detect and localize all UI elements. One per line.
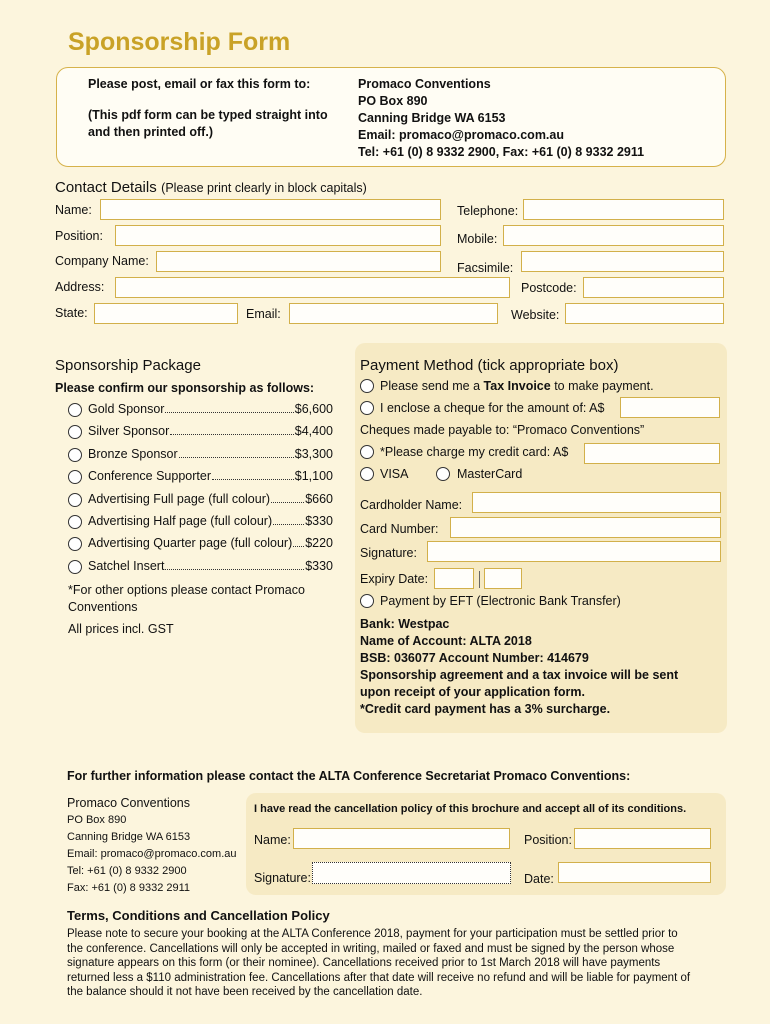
card-number-input[interactable]: [450, 517, 721, 538]
package-item: [88, 447, 333, 461]
package-radio[interactable]: [68, 515, 82, 529]
package-item-price: $330: [305, 559, 333, 573]
package-item: [88, 514, 333, 528]
credit-card-radio[interactable]: [360, 445, 374, 459]
package-item: [88, 424, 333, 438]
cancel-date-label: Date:: [524, 872, 554, 886]
cheque-amount-input[interactable]: [620, 397, 720, 418]
leader-dots: [170, 434, 293, 435]
package-item-label: Satchel Insert: [88, 559, 165, 573]
mobile-input[interactable]: [503, 225, 724, 246]
promaco-city: Canning Bridge WA 6153: [358, 111, 506, 125]
package-confirm: Please confirm our sponsorship as follows:: [55, 381, 315, 395]
tax-invoice-label: [380, 379, 654, 393]
other-options-line1: *For other options please contact Promaco: [68, 583, 305, 597]
cancel-signature-input[interactable]: [312, 862, 511, 884]
facsimile-label: Facsimile:: [457, 261, 514, 275]
package-radio[interactable]: [68, 403, 82, 417]
postcode-label: Postcode:: [521, 281, 577, 295]
bank-note-line1: Sponsorship agreement and a tax invoice will be sent: [360, 668, 679, 682]
promaco-phone-fax: Tel: +61 (0) 8 9332 2900, Fax: +61 (0) 8 9332 2911: [358, 145, 645, 159]
expiry-divider: [479, 571, 480, 588]
cancel-position-input[interactable]: [574, 828, 711, 849]
package-item-price: $330: [305, 514, 333, 528]
terms-line5: the balance should it not have been received by the cancellation date.: [67, 986, 423, 998]
name-input[interactable]: [100, 199, 441, 220]
terms-body: [67, 927, 690, 1000]
bank-note-line2: upon receipt of your application form.: [360, 685, 586, 699]
visa-radio[interactable]: [360, 467, 374, 481]
bank-bsb: BSB: 036077 Account Number: 414679: [360, 651, 589, 665]
email-label: Email:: [246, 307, 281, 321]
cancel-name-label: Name:: [254, 833, 291, 847]
address-line3: Email: promaco@promaco.com.au: [67, 848, 237, 860]
promaco-email: Email: promaco@promaco.com.au: [358, 128, 564, 142]
company-label: Company Name:: [55, 254, 149, 268]
telephone-input[interactable]: [523, 199, 724, 220]
tax-invoice-pre: Please send me a: [380, 379, 484, 393]
card-signature-label: Signature:: [360, 546, 417, 560]
page-title: Sponsorship Form: [68, 28, 291, 56]
postcode-input[interactable]: [583, 277, 724, 298]
name-label: Name:: [55, 203, 92, 217]
address-line1: PO Box 890: [67, 814, 127, 826]
expiry-month-input[interactable]: [434, 568, 474, 589]
mobile-label: Mobile:: [457, 232, 498, 246]
surcharge-note: *Credit card payment has a 3% surcharge.: [360, 702, 611, 716]
telephone-label: Telephone:: [457, 204, 519, 218]
bank-account: Name of Account: ALTA 2018: [360, 634, 532, 648]
terms-line2: the conference. Cancellations will only be accepted in writing, mailed or faxed and must be signed by the person whose: [67, 942, 675, 955]
package-item: [88, 402, 333, 416]
terms-line4: returned less a $110 administration fee. Cancellations after that date will receive no refund and will be liable for payment of: [67, 971, 691, 984]
state-label: State:: [55, 306, 88, 320]
package-item-price: $6,600: [294, 402, 333, 416]
package-radio[interactable]: [68, 448, 82, 462]
package-item: [88, 536, 333, 550]
cancellation-statement: I have read the cancellation policy of this brochure and accept all of its conditions.: [254, 803, 687, 815]
cardholder-label: Cardholder Name:: [360, 498, 463, 512]
package-radio[interactable]: [68, 537, 82, 551]
eft-radio[interactable]: [360, 594, 374, 608]
contact-heading-text: Contact Details: [55, 179, 157, 196]
package-item: [88, 469, 333, 483]
pdf-note-line1: (This pdf form can be typed straight into: [88, 108, 328, 122]
further-info: For further information please contact the ALTA Conference Secretariat Promaco Conventions:: [67, 769, 631, 783]
gst-note: All prices incl. GST: [68, 622, 174, 636]
mastercard-radio[interactable]: [436, 467, 450, 481]
package-item: [88, 492, 333, 506]
credit-card-label: *Please charge my credit card: A$: [380, 445, 569, 459]
leader-dots: [165, 569, 304, 570]
eft-label: Payment by EFT (Electronic Bank Transfer): [380, 594, 621, 608]
visa-label: VISA: [380, 467, 409, 481]
package-radio[interactable]: [68, 425, 82, 439]
facsimile-input[interactable]: [521, 251, 724, 272]
package-item: [88, 559, 333, 573]
mastercard-label: MasterCard: [457, 467, 523, 481]
website-input[interactable]: [565, 303, 724, 324]
expiry-year-input[interactable]: [484, 568, 522, 589]
state-input[interactable]: [94, 303, 238, 324]
website-label: Website:: [511, 308, 560, 322]
contact-heading: [55, 179, 367, 197]
terms-heading: Terms, Conditions and Cancellation Policy: [67, 908, 330, 923]
cancel-signature-label: Signature:: [254, 871, 311, 885]
address-company: Promaco Conventions: [67, 796, 190, 810]
package-radio[interactable]: [68, 560, 82, 574]
package-heading: Sponsorship Package: [55, 357, 201, 374]
tax-invoice-radio[interactable]: [360, 379, 374, 393]
cancel-position-label: Position:: [524, 833, 572, 847]
package-item-label: Advertising Half page (full colour): [88, 514, 273, 528]
leader-dots: [179, 457, 294, 458]
package-item-label: Advertising Quarter page (full colour): [88, 536, 293, 550]
terms-line3: signature appears on this form (or their nominee). Cancellations received prior to 1st March 2018 will have payments: [67, 957, 661, 969]
cheque-payable-note: Cheques made payable to: “Promaco Conventions”: [360, 423, 645, 437]
promaco-pobox: PO Box 890: [358, 94, 428, 108]
address-line5: Fax: +61 (0) 8 9332 2911: [67, 882, 191, 894]
package-item-label: Bronze Sponsor: [88, 447, 178, 461]
address-line2: Canning Bridge WA 6153: [67, 831, 191, 843]
promaco-name: Promaco Conventions: [358, 77, 491, 91]
bank-name: Bank: Westpac: [360, 617, 450, 631]
terms-line1: Please note to secure your booking at the ALTA Conference 2018, payment for your participation must be settled prior to: [67, 928, 678, 940]
email-input[interactable]: [289, 303, 498, 324]
position-label: Position:: [55, 229, 103, 243]
package-item-label: Conference Supporter: [88, 469, 211, 483]
card-number-label: Card Number:: [360, 522, 439, 536]
cheque-label: I enclose a cheque for the amount of: A$: [380, 401, 605, 415]
package-item-price: $220: [305, 536, 333, 550]
package-radio[interactable]: [68, 470, 82, 484]
package-item-label: Silver Sponsor: [88, 424, 170, 438]
post-instruction: Please post, email or fax this form to:: [88, 77, 311, 91]
leader-dots: [165, 412, 293, 413]
tax-invoice-bold: Tax Invoice: [483, 379, 551, 393]
package-item-price: $4,400: [294, 424, 333, 438]
cancel-date-input[interactable]: [558, 862, 711, 883]
address-input[interactable]: [115, 277, 510, 298]
package-item-price: $3,300: [294, 447, 333, 461]
cancel-name-input[interactable]: [293, 828, 510, 849]
leader-dots: [293, 546, 304, 547]
pdf-note-line2: and then printed off.): [88, 125, 213, 139]
company-input[interactable]: [156, 251, 441, 272]
address-line4: Tel: +61 (0) 8 9332 2900: [67, 865, 187, 877]
other-options-line2: Conventions: [68, 600, 138, 614]
leader-dots: [271, 502, 304, 503]
position-input[interactable]: [115, 225, 441, 246]
cardholder-input[interactable]: [472, 492, 721, 513]
leader-dots: [212, 479, 294, 480]
credit-amount-input[interactable]: [584, 443, 720, 464]
card-signature-input[interactable]: [427, 541, 721, 562]
package-radio[interactable]: [68, 493, 82, 507]
expiry-label: Expiry Date:: [360, 572, 429, 586]
cheque-radio[interactable]: [360, 401, 374, 415]
contact-heading-note: (Please print clearly in block capitals): [161, 181, 367, 195]
package-item-label: Advertising Full page (full colour): [88, 492, 271, 506]
payment-heading: Payment Method (tick appropriate box): [360, 357, 619, 374]
package-item-price: $660: [305, 492, 333, 506]
package-item-price: $1,100: [294, 469, 333, 483]
tax-invoice-post: to make payment.: [550, 379, 654, 393]
address-label: Address:: [55, 280, 105, 294]
leader-dots: [273, 524, 304, 525]
package-item-label: Gold Sponsor: [88, 402, 165, 416]
